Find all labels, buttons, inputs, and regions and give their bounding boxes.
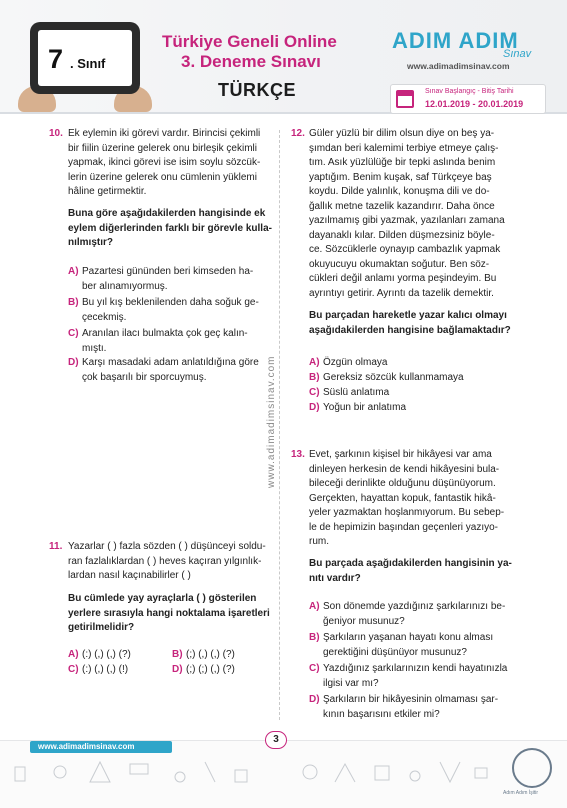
text-line: koydu. Dilde yalınlık, konuşma dili ve do-	[309, 186, 490, 197]
stem-line: getirilmelidir?	[68, 622, 135, 633]
option-line: kının başarısını etkiler mi?	[323, 708, 440, 720]
option-letter: A)	[68, 266, 79, 277]
option-text	[82, 327, 248, 356]
page-number: 3	[273, 734, 279, 745]
seal-text: Adım Adım İşitir	[503, 790, 539, 796]
text-line: Ek eylemin iki görevi vardır. Birincisi çekimli	[68, 128, 261, 139]
option-letter: A)	[309, 601, 320, 612]
option-letter: B)	[68, 297, 79, 308]
option-line: Yazdığınız şarkılarınızın kendi hayatınızla	[323, 663, 508, 674]
text-line: yapmak, ikinci görevi ise isim soylu sözcük-	[68, 157, 261, 168]
page-header	[0, 0, 567, 118]
option-line: Şarkıların bir hikâyesinin olmaması şar-	[323, 694, 499, 705]
option-letter: B)	[172, 649, 183, 660]
option-letter: C)	[309, 663, 320, 674]
question-text	[309, 448, 509, 550]
option-text	[323, 693, 498, 722]
option-line: ber alınamıyormuş.	[82, 280, 168, 292]
text-line: ğallık metne tazelik kazandırır. Daha önce	[309, 200, 495, 212]
option-text: Özgün olmaya	[323, 357, 388, 368]
date-value: 12.01.2019 - 20.01.2019	[425, 99, 524, 109]
text-line: yeler yazmaktan hoşlanmıyorum. Bu sebep-	[309, 507, 505, 518]
question-number: 11.	[49, 541, 63, 552]
exam-date-box	[390, 84, 546, 114]
stem-line: eylem diğerlerinden farklı bir görevle kulla-	[68, 222, 272, 234]
stem-line: nıtı vardır?	[309, 572, 361, 584]
stem-line: Bu parçada aşağıdakilerden hangisinin ya-	[309, 558, 512, 569]
text-line: ran fazlalıklardan ( ) heves kaçıran yılgınlık-	[68, 555, 262, 567]
logo-url: www.adimadimsinav.com	[407, 61, 510, 71]
text-line: Yazarlar ( ) fazla sözden ( ) düşünceyi soldu-	[68, 541, 266, 552]
stem-line: Bu parçadan hareketle yazar kalıcı olmayı	[309, 310, 507, 321]
question-stem	[309, 309, 519, 338]
brand-seal-icon	[512, 748, 552, 788]
option-text: Yoğun bir anlatıma	[323, 402, 407, 413]
option-text: (:) (,) (,) (?)	[82, 649, 131, 660]
option-line: Pazartesi gününden beri kimseden ha-	[82, 266, 254, 277]
question-number: 12.	[291, 128, 305, 139]
option-letter: C)	[309, 387, 320, 398]
option-line: ilgisi var mı?	[323, 677, 379, 689]
text-line: yaptığım. Benim kuşak, saf Türkçeye baş	[309, 171, 492, 183]
grade-suffix: . Sınıf	[70, 56, 106, 71]
option-letter: C)	[68, 664, 79, 675]
text-line: rum.	[309, 536, 329, 547]
date-label: Sınav Başlangıç - Bitiş Tarihi	[425, 88, 514, 95]
text-line: lerin üzerine gelerek onu cümlenin yüklemi	[68, 171, 257, 183]
option-line: Şarkıların yaşanan hayatı konu alması	[323, 632, 494, 643]
text-line: bileceği derinlikte olduğunu düşünüyorum.	[309, 478, 496, 489]
option-text	[82, 296, 259, 325]
page-number-badge	[265, 731, 287, 749]
option-letter: D)	[309, 402, 320, 413]
option-letter: B)	[309, 632, 320, 643]
option-line: Son dönemde yazdığınız şarkılarınızı be-	[323, 601, 506, 612]
option-text: Süslü anlatıma	[323, 387, 390, 398]
option-line: ğeniyor musunuz?	[323, 615, 405, 627]
footer-url[interactable]: www.adimadimsinav.com	[38, 742, 135, 751]
option-line: Aranılan ilacı bulmakta çok geç kalın-	[82, 328, 248, 339]
stem-line: aşağıdakilerden hangisine bağlamaktadır?	[309, 324, 511, 336]
option-letter: D)	[68, 357, 79, 368]
option-text: Gereksiz sözcük kullanmamaya	[323, 372, 464, 383]
text-line: Güler yüzlü bir dilim olsun diye on beş ya-	[309, 128, 495, 139]
option-text	[323, 600, 505, 629]
stem-line: Buna göre aşağıdakilerden hangisinde ek	[68, 208, 266, 219]
question-stem	[68, 207, 273, 251]
text-line: dayanaklı kılar. Dilden düşmezsiniz böyle-	[309, 229, 495, 241]
text-line: cükleri değil anlamı yorma peşindeyim. Bu	[309, 273, 497, 284]
option-text: (;) (;) (,) (?)	[186, 664, 235, 675]
text-line: Evet, şarkının kişisel bir hikâyesi var ama	[309, 449, 492, 460]
stem-line: Bu cümlede yay ayraçlarla ( ) gösterilen	[68, 593, 257, 604]
question-stem	[309, 557, 514, 586]
stem-line: nılmıştır?	[68, 237, 114, 248]
question-text	[68, 540, 273, 584]
option-text	[82, 265, 253, 294]
option-line: mıştı.	[82, 342, 107, 354]
text-line: lardan nasıl kaçınabilirler ( )	[68, 570, 191, 581]
calendar-icon	[396, 90, 414, 108]
subject-title: TÜRKÇE	[218, 80, 296, 100]
stem-line: yerlere sırasıyla hangi noktalama işaretleri	[68, 607, 270, 619]
text-line: okuyucuyu okumaktan soğutur. Ben söz-	[309, 258, 490, 270]
option-line: Karşı masadaki adam anlatıldığına göre	[82, 357, 259, 368]
question-stem	[68, 592, 273, 636]
option-letter: A)	[68, 649, 79, 660]
text-line: dinleyen herkesin de kendi hikâyesini bula-	[309, 463, 500, 475]
text-line: şımdan beri kalemimi terbiye etmeye çalış-	[309, 142, 499, 154]
option-text	[323, 662, 507, 691]
option-letter: C)	[68, 328, 79, 339]
grade-number: 7	[48, 44, 64, 74]
vertical-url: www.adimadimsinav.com	[266, 355, 277, 488]
option-text: (;) (,) (,) (?)	[186, 649, 235, 660]
option-text	[323, 631, 493, 660]
option-letter: D)	[309, 694, 320, 705]
text-line: tım. Asık yüzlülüğe bir tepki aslında benim	[309, 157, 496, 168]
question-text	[309, 127, 509, 301]
option-line: gerektiğini düşünüyor musunuz?	[323, 646, 467, 658]
text-line: Gerçekten, hayattan kopuk, fantastik hikâ-	[309, 492, 496, 504]
option-text: (:) (,) (,) (!)	[82, 664, 129, 675]
exam-title-line2: 3. Deneme Sınavı	[181, 52, 321, 71]
option-line: çecekmiş.	[82, 311, 127, 323]
question-number: 13.	[291, 449, 305, 460]
question-number: 10.	[49, 128, 63, 139]
exam-title-line1: Türkiye Geneli Online	[162, 32, 337, 51]
text-line: ce. Sözcüklerle oynayıp cambazlık yapmak	[309, 244, 501, 255]
option-line: Bu yıl kış beklenilenden daha soğuk ge-	[82, 297, 259, 308]
column-divider	[279, 130, 280, 720]
option-text	[82, 356, 259, 385]
text-line: le de hepimizin başından geçenleri yazıyo-	[309, 521, 498, 533]
text-line: bir fiilin üzerine gelerek onu birleşik çekimli	[68, 142, 257, 154]
text-line: hâline getirmektir.	[68, 186, 147, 197]
option-letter: B)	[309, 372, 320, 383]
logo-sub-text: Sınav	[503, 48, 532, 60]
footer-url-box[interactable]	[30, 741, 172, 753]
tablet-illustration	[30, 22, 140, 94]
logo-main-text: ADIM ADIM	[392, 28, 519, 53]
option-letter: D)	[172, 664, 183, 675]
option-letter: A)	[309, 357, 320, 368]
option-line: çok başarılı bir sporcuymuş.	[82, 371, 207, 383]
text-line: yazılmamış gibi yazmak, yazılanları zamana	[309, 215, 505, 226]
brand-logo	[392, 28, 542, 78]
question-text	[68, 127, 268, 200]
text-line: ayrıntıyı getirir. Ayrıntı da tazelik demektir.	[309, 287, 494, 299]
